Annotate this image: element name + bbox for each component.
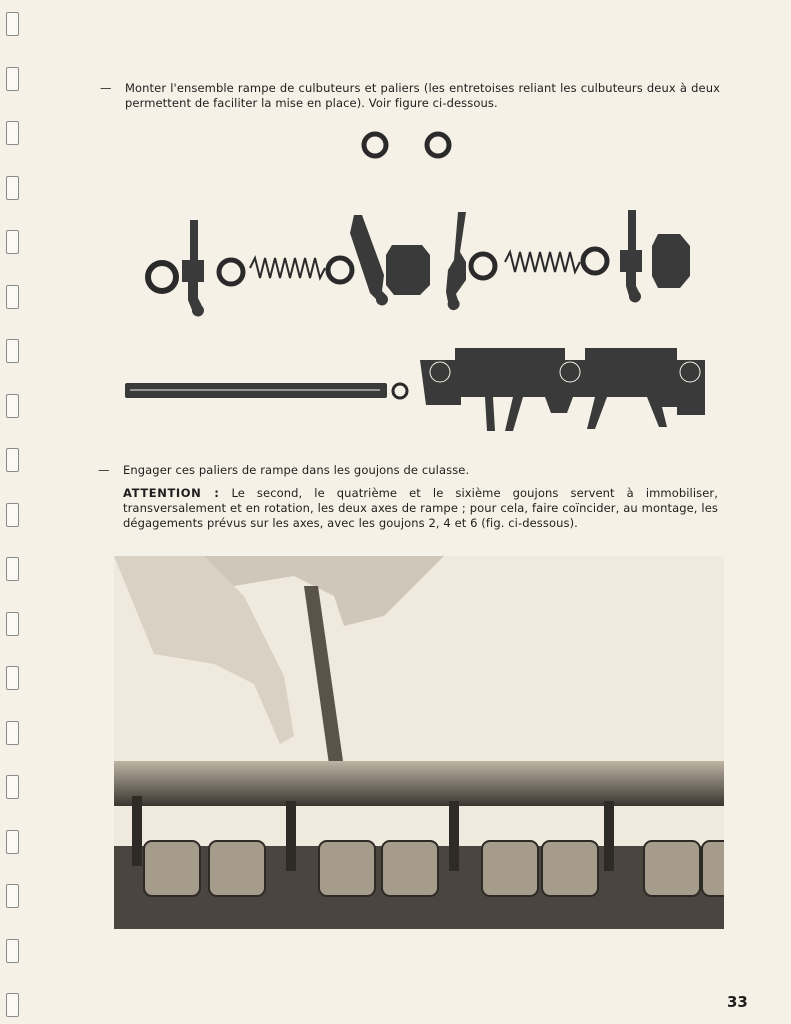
stud xyxy=(604,801,614,871)
binding-hole xyxy=(6,721,19,745)
rocker-bracket xyxy=(652,234,690,288)
rocker-bracket xyxy=(386,245,430,295)
binding-hole xyxy=(6,285,19,309)
rocker-arm xyxy=(620,210,642,302)
binding-hole xyxy=(6,121,19,145)
binding-hole xyxy=(6,939,19,963)
spring xyxy=(250,258,325,278)
binding-hole xyxy=(6,775,19,799)
valve-spring xyxy=(644,841,700,896)
stud xyxy=(286,801,296,871)
washer xyxy=(471,254,495,278)
binding-hole xyxy=(6,230,19,254)
bullet-dash: — xyxy=(98,463,110,477)
valve-spring xyxy=(702,841,724,896)
exploded-rocker-assembly-figure xyxy=(120,120,720,450)
valve-spring xyxy=(382,841,438,896)
binding-hole xyxy=(6,884,19,908)
washer xyxy=(583,249,607,273)
attention-text: Le second, le quatrième et le sixième goujons servent à immobiliser, transversalement et en rotation, les deux axes de rampe ; pour cela, faire coïncider, au montage, les dégagements prévus sur les axes, avec les goujons 2, 4 et 6 (fig. ci-dessous). xyxy=(123,486,718,530)
valve-spring xyxy=(482,841,538,896)
binding-hole xyxy=(6,339,19,363)
assembled-rocker-ramp xyxy=(420,348,705,431)
binding-hole xyxy=(6,12,19,36)
attention-label: ATTENTION : xyxy=(123,486,220,500)
binding-hole xyxy=(6,503,19,527)
valve-spring xyxy=(209,841,265,896)
binding-hole xyxy=(6,612,19,636)
spring xyxy=(505,252,580,272)
valve-spring xyxy=(542,841,598,896)
instruction-paragraph-1: Monter l'ensemble rampe de culbuteurs et paliers (les entretoises reliant les culbuteurs deux à deux permettent de faciliter la mise en place). Voir figure ci-dessous. xyxy=(125,81,720,110)
binding-hole xyxy=(6,993,19,1017)
cylinder-head-installation-photo xyxy=(114,556,724,929)
valve-spring xyxy=(144,841,200,896)
washer xyxy=(364,134,386,156)
washer xyxy=(219,260,243,284)
binding-hole xyxy=(6,67,19,91)
bullet-dash: — xyxy=(100,81,112,95)
binding-hole xyxy=(6,176,19,200)
rocker-ramp xyxy=(114,761,724,806)
binding-hole xyxy=(6,666,19,690)
washer xyxy=(148,263,176,291)
spiral-binding xyxy=(0,0,24,1024)
attention-note xyxy=(123,486,718,531)
rocker-arm xyxy=(182,220,204,316)
rocker-arm xyxy=(446,212,466,310)
washer xyxy=(427,134,449,156)
washer xyxy=(328,258,352,282)
binding-hole xyxy=(6,830,19,854)
rocker-arm xyxy=(350,215,388,305)
stud xyxy=(132,796,142,866)
valve-spring xyxy=(319,841,375,896)
binding-hole xyxy=(6,557,19,581)
binding-hole xyxy=(6,394,19,418)
instruction-paragraph-2: Engager ces paliers de rampe dans les goujons de culasse. xyxy=(123,463,470,477)
page-number: 33 xyxy=(727,993,748,1011)
binding-hole xyxy=(6,448,19,472)
washer xyxy=(393,384,407,398)
stud xyxy=(449,801,459,871)
